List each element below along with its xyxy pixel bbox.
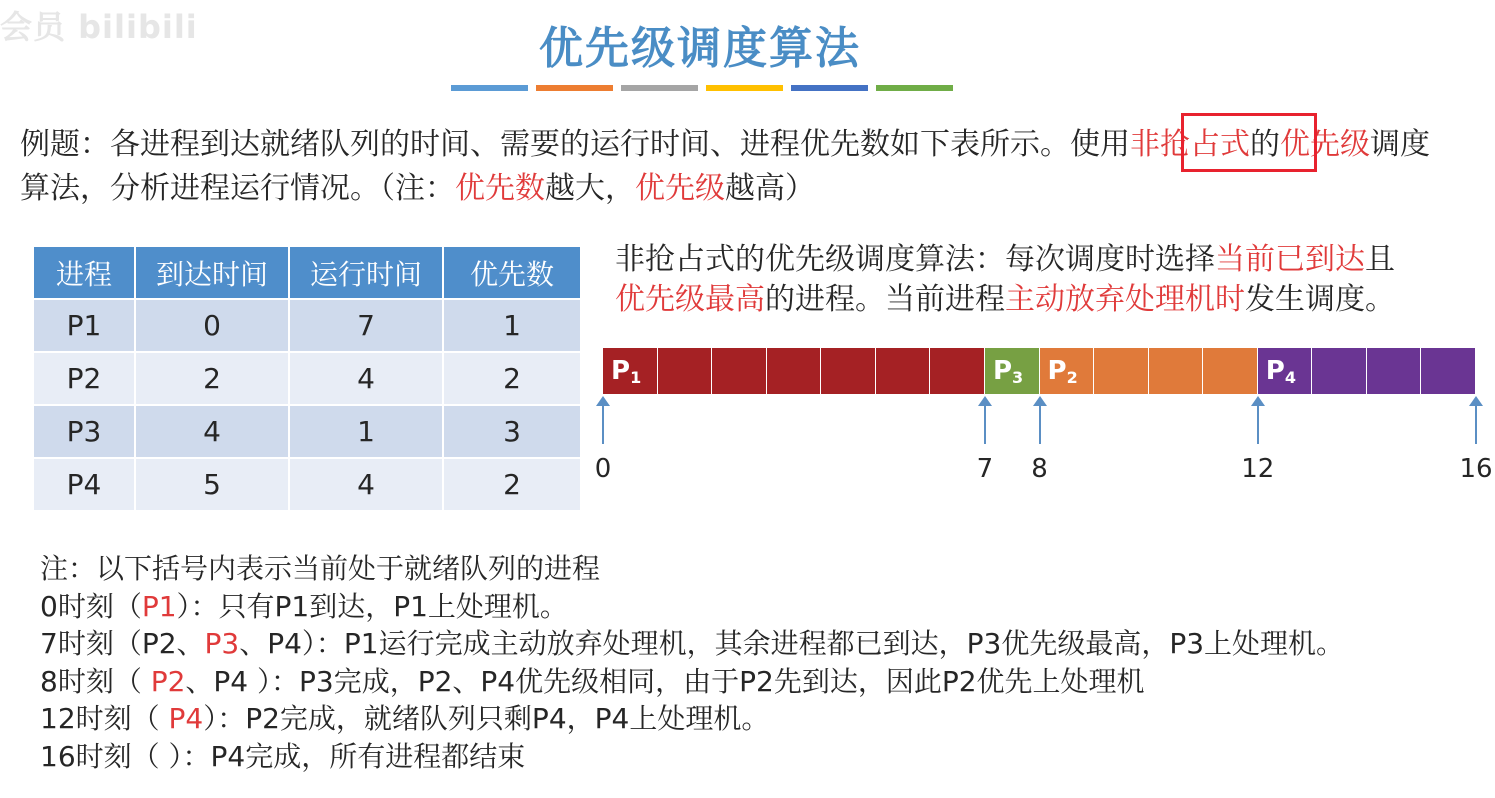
time-arrow — [1475, 404, 1477, 444]
gantt-slot — [821, 348, 876, 394]
desc-text-2: 且 — [1365, 242, 1395, 277]
time-arrow — [984, 404, 986, 444]
note-text: ）：P2完成，就绪队列只剩P4，P4上处理机。 — [203, 702, 770, 735]
gantt-slot — [930, 348, 985, 394]
note-line-t8 — [40, 663, 1344, 701]
problem-text-4: 越大， — [545, 171, 635, 206]
gantt-slot — [658, 348, 713, 394]
header-priority: 优先数 — [443, 246, 581, 299]
title-bar-6 — [876, 85, 953, 91]
gantt-slot — [712, 348, 767, 394]
note-line-t12 — [40, 700, 1344, 738]
problem-highlight-priority-level: 优先级 — [635, 171, 725, 206]
desc-highlight-highest-priority: 优先级最高 — [615, 282, 765, 317]
gantt-slot — [1094, 348, 1149, 394]
note-line-t0 — [40, 588, 1344, 626]
cell: P2 — [33, 352, 135, 405]
cell: 5 — [135, 458, 289, 511]
time-arrow — [1257, 404, 1259, 444]
table-row — [33, 299, 581, 352]
gantt-segment-p2: $P_2$ — [1040, 348, 1095, 394]
time-tick-label: 0 — [594, 454, 612, 484]
note-highlight: P2 — [150, 664, 186, 698]
note-highlight: P4 — [168, 702, 204, 735]
title-bar-5 — [791, 85, 868, 91]
gantt-slot — [1203, 348, 1258, 394]
table-header-row — [33, 246, 581, 299]
table-row — [33, 458, 581, 511]
highlight-box — [1181, 113, 1317, 172]
desc-text-1: 非抢占式的优先级调度算法：每次调度时选择 — [615, 242, 1215, 277]
cell: P4 — [33, 458, 135, 511]
cell: 1 — [289, 405, 443, 458]
header-process: 进程 — [33, 246, 135, 299]
note-text: ）：只有P1到达，P1上处理机。 — [176, 589, 568, 623]
note-text: 、P4）：P1运行完成主动放弃处理机，其余进程都已到达，P3优先级最高，P3上处理机。 — [239, 627, 1345, 660]
table-row — [33, 352, 581, 405]
gantt-chart — [603, 348, 1476, 394]
time-arrow — [1039, 404, 1041, 444]
cell: 2 — [135, 352, 289, 405]
desc-text-3: 的进程。当前进程 — [765, 282, 1005, 317]
gantt-slot — [876, 348, 931, 394]
gantt-slot — [1149, 348, 1204, 394]
process-table — [32, 245, 582, 512]
time-tick-label: 8 — [1031, 454, 1048, 484]
gantt-segment-p4: $P_4$ — [1258, 348, 1313, 394]
cell: 1 — [443, 299, 581, 352]
gantt-segment-p1: $P_1$ — [603, 348, 658, 394]
cell: 4 — [289, 352, 443, 405]
problem-text-2: 的 — [1250, 127, 1280, 162]
header-arrival: 到达时间 — [135, 246, 289, 299]
note-highlight: P1 — [141, 589, 177, 623]
desc-highlight-arrived: 当前已到达 — [1215, 242, 1365, 277]
note-text: 7时刻（P2、 — [40, 627, 205, 660]
watermark: 会员 bilibili — [0, 8, 198, 46]
note-highlight: P3 — [204, 627, 240, 660]
cell: 2 — [443, 352, 581, 405]
cell: P1 — [33, 299, 135, 352]
problem-text-3: 调度算法，分析进程运行情况。（注： — [20, 127, 1430, 206]
gantt-segment-p3: $P_3$ — [985, 348, 1040, 394]
time-arrow — [602, 404, 604, 444]
title-color-bars — [451, 85, 953, 91]
problem-text-1: 例题：各进程到达就绪队列的时间、需要的运行时间、进程优先数如下表所示。使用 — [20, 127, 1130, 162]
cell: 3 — [443, 405, 581, 458]
gantt-slot — [767, 348, 822, 394]
note-line-t16: 16时刻（ ）：P4完成，所有进程都结束 — [40, 739, 526, 773]
note-text: 0时刻（ — [40, 589, 142, 623]
title-bar-3 — [621, 85, 698, 91]
table-row — [33, 405, 581, 458]
notes-intro: 注：以下括号内表示当前处于就绪队列的进程 — [40, 552, 601, 585]
cell: 7 — [289, 299, 443, 352]
cell: 0 — [135, 299, 289, 352]
gantt-slot — [1367, 348, 1422, 394]
cell: 2 — [443, 458, 581, 511]
note-text: 12时刻（ — [40, 702, 169, 735]
time-tick-label: 16 — [1459, 454, 1493, 484]
algorithm-description — [615, 240, 1475, 320]
note-line-t7 — [40, 625, 1344, 663]
gantt-slot — [1421, 348, 1476, 394]
title-bar-1 — [451, 85, 528, 91]
cell: 4 — [135, 405, 289, 458]
title-bar-4 — [706, 85, 783, 91]
problem-highlight-nonpreemptive: 非抢占式 — [1130, 127, 1250, 162]
notes-section — [40, 550, 1344, 775]
cell: P3 — [33, 405, 135, 458]
page-title: 优先级调度算法 — [539, 23, 861, 74]
problem-highlight-priority: 优先级 — [1280, 127, 1370, 162]
desc-text-4: 发生调度。 — [1245, 282, 1395, 317]
note-text: 、P4 ）：P3完成，P2、P4优先级相同，由于P2先到达，因此P2优先上处理机 — [185, 664, 1145, 698]
problem-highlight-priority-number: 优先数 — [455, 171, 545, 206]
gantt-slot — [1312, 348, 1367, 394]
title-bar-2 — [536, 85, 613, 91]
time-tick-label: 7 — [976, 454, 994, 484]
desc-highlight-yield: 主动放弃处理机时 — [1005, 282, 1245, 317]
problem-text-5: 越高） — [725, 171, 815, 206]
header-runtime: 运行时间 — [289, 246, 443, 299]
time-tick-label: 12 — [1241, 454, 1275, 484]
cell: 4 — [289, 458, 443, 511]
note-text: 8时刻（ — [40, 664, 151, 698]
